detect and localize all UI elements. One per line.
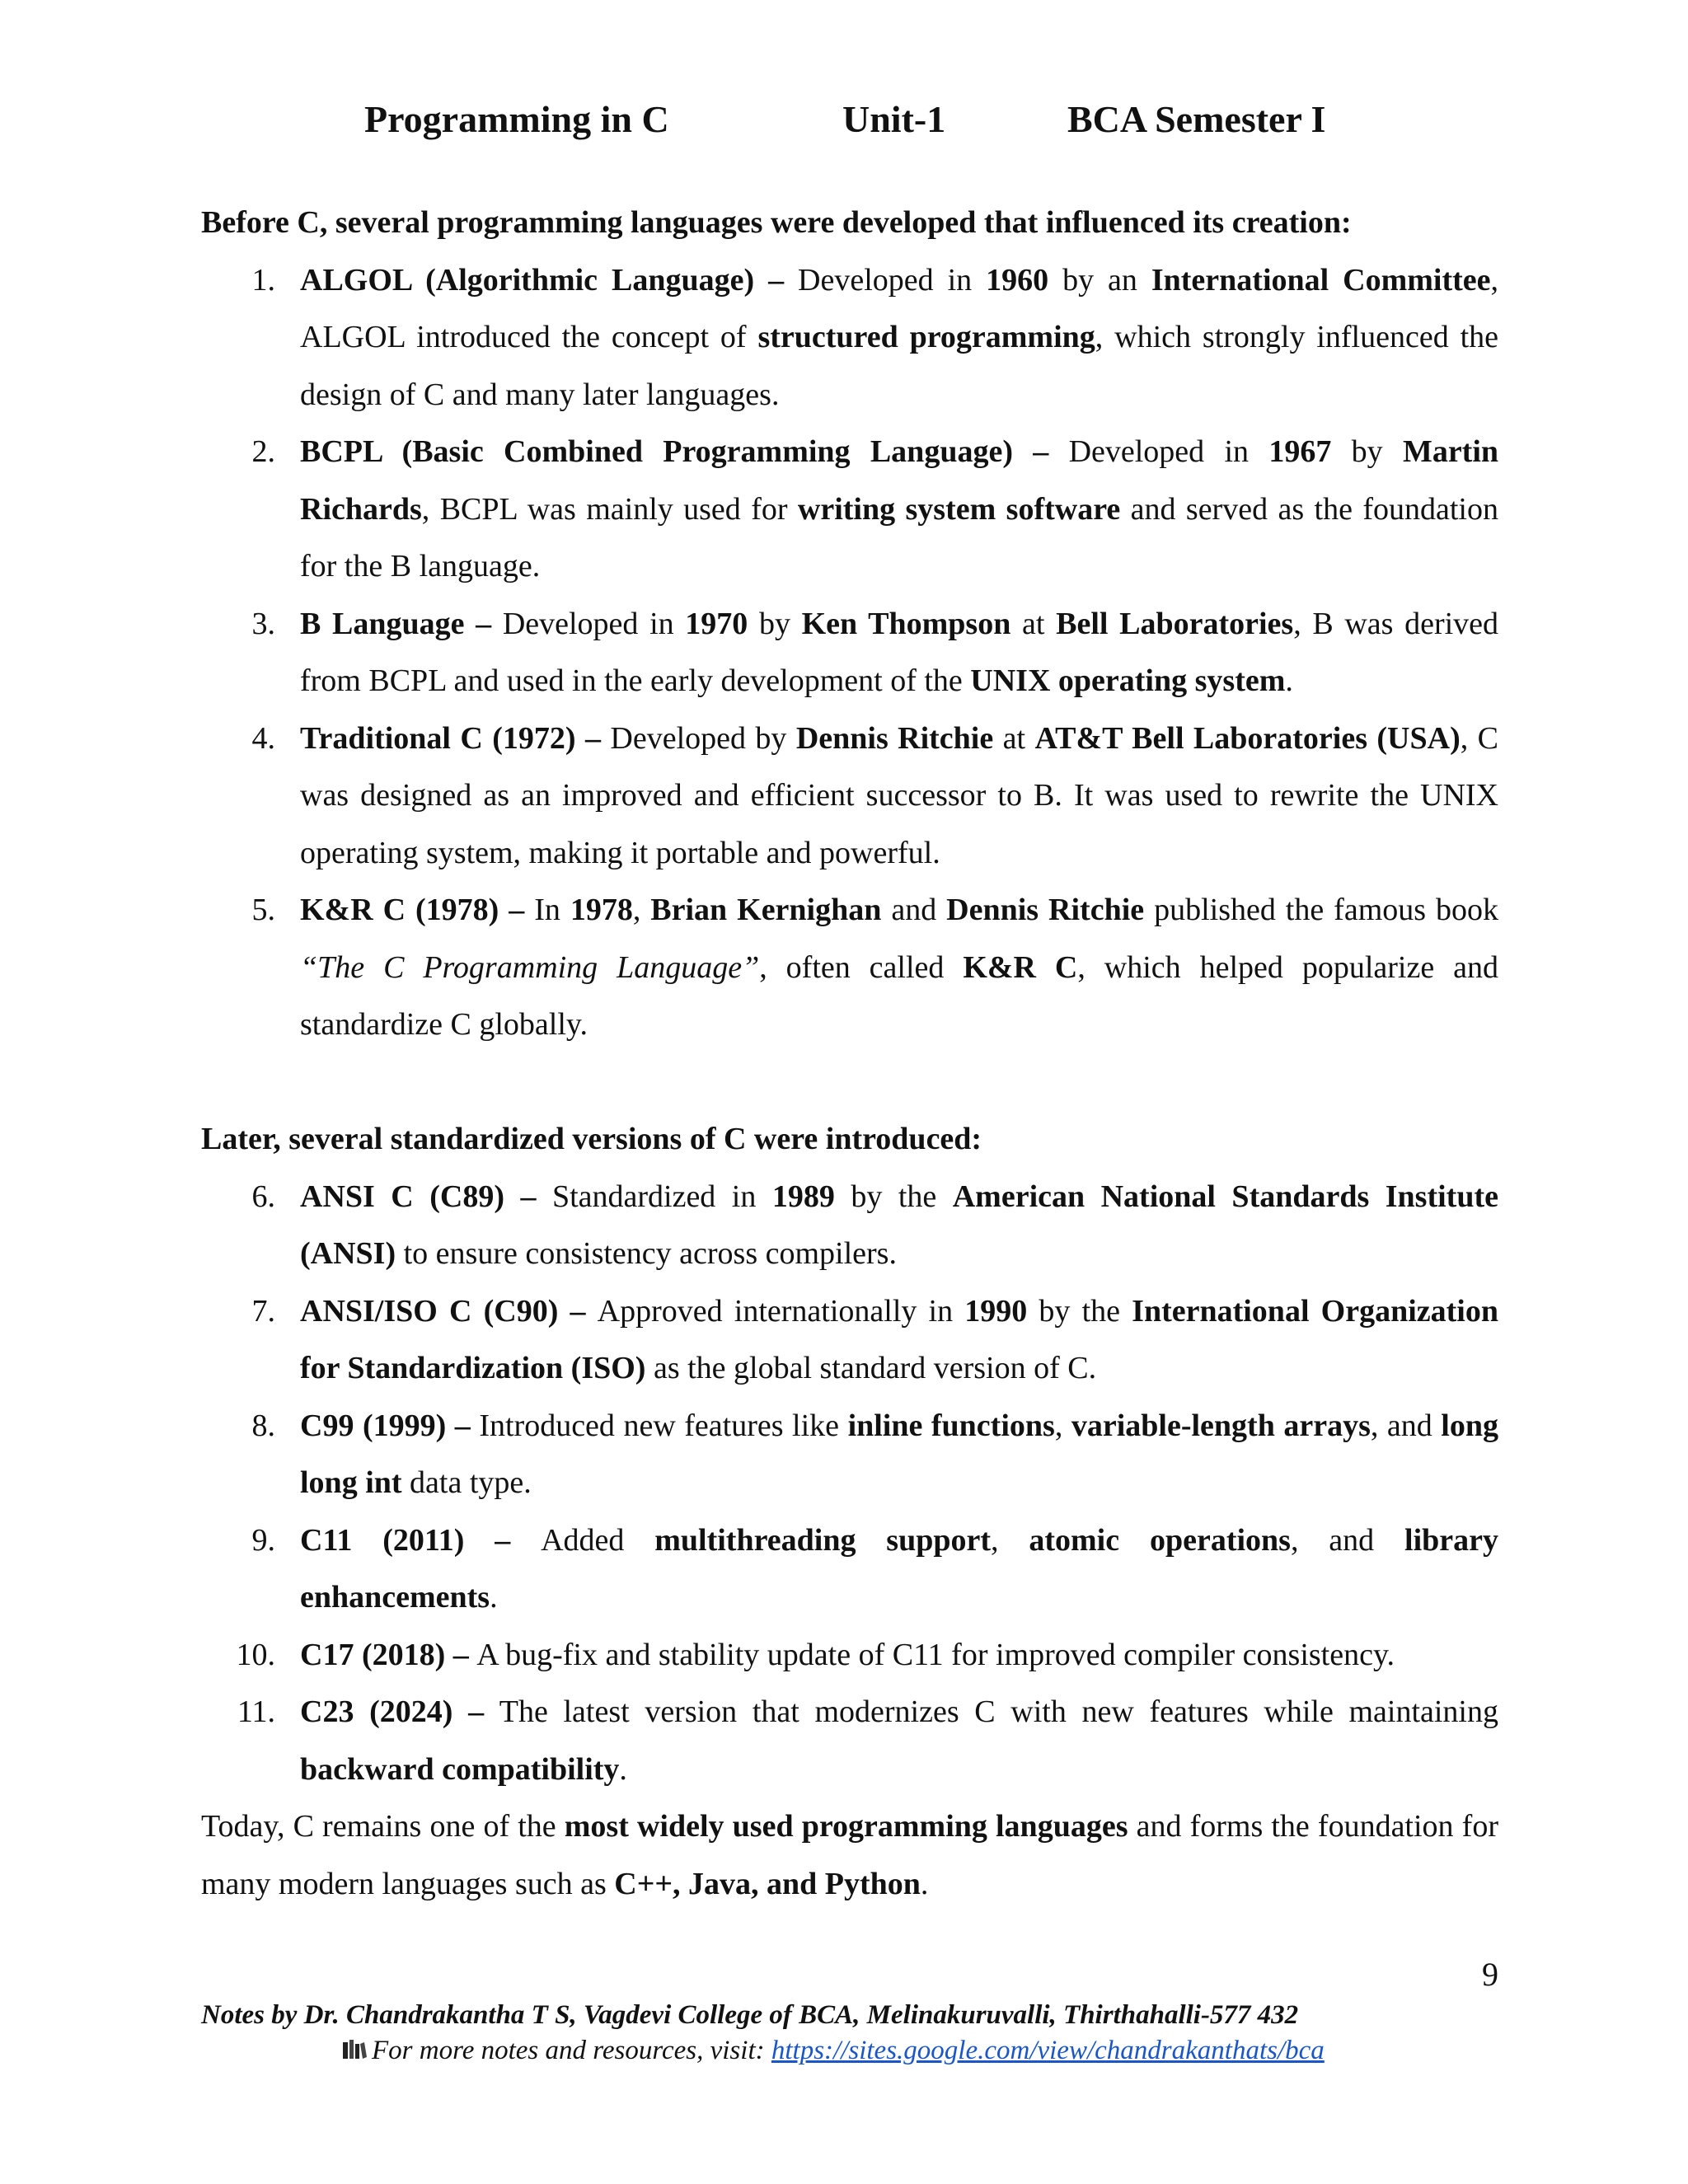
list-item: [201, 710, 1498, 883]
bold-text: UNIX operating system: [970, 663, 1286, 698]
text-run: , and: [1370, 1408, 1442, 1443]
list-item: [201, 1627, 1498, 1685]
bold-text: multithreading support: [654, 1522, 992, 1558]
text-run: , and: [1290, 1522, 1405, 1558]
standards-list: [201, 1169, 1498, 1799]
text-run: Developed in: [1068, 434, 1269, 469]
bold-text: K&R C (1978) –: [300, 893, 535, 927]
text-run: , C was designed as an improved and efficient successor to B. It was used to rewrite the UNIX operating system, making it portable and powerful.: [300, 720, 1498, 870]
page-number: 9: [1482, 1956, 1498, 1993]
text-run: , B was derived from BCPL and used in the early development of the: [300, 606, 1499, 698]
page-content: [201, 194, 1498, 1913]
text-run: data type.: [401, 1465, 532, 1500]
unit-label: Unit-1: [842, 98, 946, 140]
bold-text: library enhancements: [300, 1522, 1498, 1615]
text-run: A bug-fix and stability update of C11 for improved compiler consistency.: [476, 1637, 1395, 1672]
bold-text: BCPL (Basic Combined Programming Language) –: [300, 434, 1069, 469]
footer-resources: [342, 2036, 1325, 2068]
text-run: to ensure consistency across compilers.: [396, 1236, 897, 1271]
text-run: , ALGOL introduced the concept of: [300, 262, 1498, 354]
bold-text: B Language –: [300, 606, 503, 641]
list-item: [201, 1512, 1498, 1627]
resources-link[interactable]: https://sites.google.com/view/chandrakanthats/bca: [771, 2036, 1325, 2065]
bold-text: 1970: [685, 606, 748, 641]
bold-text: writing system software: [797, 491, 1121, 527]
text-run: Today, C remains one of the: [201, 1809, 565, 1844]
list-item: [201, 1398, 1498, 1512]
bold-text: structured programming: [757, 320, 1095, 354]
bold-text: American National Standards Institute (ANSI): [300, 1179, 1498, 1271]
bold-text: variable-length arrays: [1071, 1408, 1371, 1443]
text-run: published the famous book: [1144, 893, 1498, 927]
bold-text: AT&T Bell Laboratories (USA): [1034, 720, 1461, 756]
text-run: ,: [1054, 1408, 1071, 1443]
text-run: at: [993, 720, 1035, 756]
bold-text: C23 (2024) –: [300, 1694, 499, 1729]
text-run: Approved internationally in: [597, 1293, 965, 1329]
bold-text: C17 (2018) –: [300, 1637, 477, 1672]
bold-text: atomic operations: [1029, 1522, 1291, 1558]
text-run: and forms the foundation for many modern languages such as: [201, 1809, 1498, 1901]
list-item: [201, 1169, 1498, 1283]
bold-text: C99 (1999) –: [300, 1408, 480, 1443]
list-item: [201, 424, 1498, 596]
bold-text: Martin Richards: [300, 434, 1499, 527]
bold-text: ANSI C (C89) –: [300, 1179, 552, 1214]
list-number: 5.: [251, 893, 275, 927]
text-run: by: [748, 606, 802, 641]
books-icon: [342, 2037, 367, 2068]
standards-intro: Later, several standardized versions of C were introduced:: [201, 1122, 982, 1156]
history-list: [201, 252, 1498, 1054]
list-number: 8.: [251, 1408, 275, 1443]
bold-text: backward compatibility: [300, 1751, 620, 1787]
page-header: [0, 97, 1688, 147]
text-run: .: [920, 1866, 929, 1901]
bold-text: Bell Laboratories: [1056, 606, 1294, 641]
text-run: by the: [1027, 1293, 1132, 1329]
text-run: Added: [541, 1522, 655, 1558]
list-number: 2.: [251, 434, 275, 469]
bold-text: Traditional C (1972) –: [300, 720, 611, 756]
list-number: 11.: [237, 1694, 275, 1729]
list-number: 6.: [251, 1179, 275, 1214]
bold-text: inline functions: [847, 1408, 1055, 1443]
conclusion-paragraph: [201, 1798, 1498, 1913]
resources-prefix: For more notes and resources, visit:: [372, 2036, 771, 2065]
text-run: , which helped popularize and standardize C globally.: [300, 949, 1498, 1042]
list-item: [201, 596, 1498, 710]
list-item: [201, 1684, 1498, 1798]
bold-text: Brian Kernighan: [650, 893, 882, 927]
text-run: In: [534, 893, 570, 927]
text-run: by an: [1048, 262, 1151, 298]
text-run: The latest version that modernizes C with new features while maintaining: [499, 1694, 1498, 1729]
bold-text: C++, Java, and Python: [614, 1866, 921, 1901]
text-run: by the: [834, 1179, 953, 1214]
bold-text: 1989: [771, 1179, 835, 1214]
text-run: ,: [632, 893, 651, 927]
italic-text: “The C Programming Language”: [300, 949, 760, 985]
list-item: [201, 1283, 1498, 1398]
list-number: 9.: [251, 1522, 275, 1558]
list-number: 10.: [236, 1637, 275, 1672]
text-run: , BCPL was mainly used for: [421, 491, 798, 527]
text-run: .: [490, 1580, 498, 1615]
text-run: by: [1331, 434, 1403, 469]
list-number: 1.: [251, 262, 275, 298]
footer-credit: Notes by Dr. Chandrakantha T S, Vagdevi College of BCA, Melinakuruvalli, Thirthahalli-577 432: [201, 2000, 1299, 2030]
text-run: at: [1010, 606, 1057, 641]
bold-text: C11 (2011) –: [300, 1522, 542, 1558]
bold-text: Ken Thompson: [801, 606, 1011, 641]
text-run: as the global standard version of C.: [645, 1351, 1097, 1385]
text-run: Introduced new features like: [479, 1408, 848, 1443]
bold-text: 1978: [570, 893, 633, 927]
text-run: Developed in: [798, 262, 987, 298]
bold-text: ANSI/ISO C (C90) –: [300, 1293, 598, 1329]
text-run: .: [619, 1751, 627, 1787]
text-run: ,: [991, 1522, 1029, 1558]
bold-text: K&R C: [963, 949, 1078, 985]
bold-text: Dennis Ritchie: [946, 893, 1145, 927]
text-run: Developed in: [502, 606, 686, 641]
bold-text: International Organization for Standardization (ISO): [300, 1293, 1498, 1385]
text-run: and: [881, 893, 947, 927]
bold-text: Dennis Ritchie: [795, 720, 994, 756]
bold-text: 1990: [964, 1293, 1028, 1329]
history-intro: Before C, several programming languages were developed that influenced its creation:: [201, 205, 1352, 240]
semester-label: BCA Semester I: [1067, 98, 1326, 140]
text-run: and served as the foundation for the B language.: [300, 491, 1498, 583]
bold-text: 1967: [1268, 434, 1332, 469]
bold-text: long long int: [300, 1408, 1498, 1500]
bold-text: 1960: [986, 262, 1049, 298]
list-number: 4.: [251, 720, 275, 756]
bold-text: most widely used programming languages: [564, 1809, 1128, 1844]
text-run: Standardized in: [551, 1179, 772, 1214]
text-run: .: [1285, 663, 1293, 698]
bold-text: International Committee: [1151, 262, 1491, 298]
bold-text: ALGOL (Algorithmic Language) –: [300, 262, 799, 298]
list-item: [201, 882, 1498, 1054]
text-run: Developed by: [610, 720, 796, 756]
list-item: [201, 252, 1498, 424]
list-number: 3.: [251, 606, 275, 641]
text-run: , which strongly influenced the design of C and many later languages.: [300, 320, 1499, 412]
list-number: 7.: [251, 1293, 275, 1329]
course-title: Programming in C: [364, 98, 669, 140]
text-run: , often called: [759, 949, 964, 985]
